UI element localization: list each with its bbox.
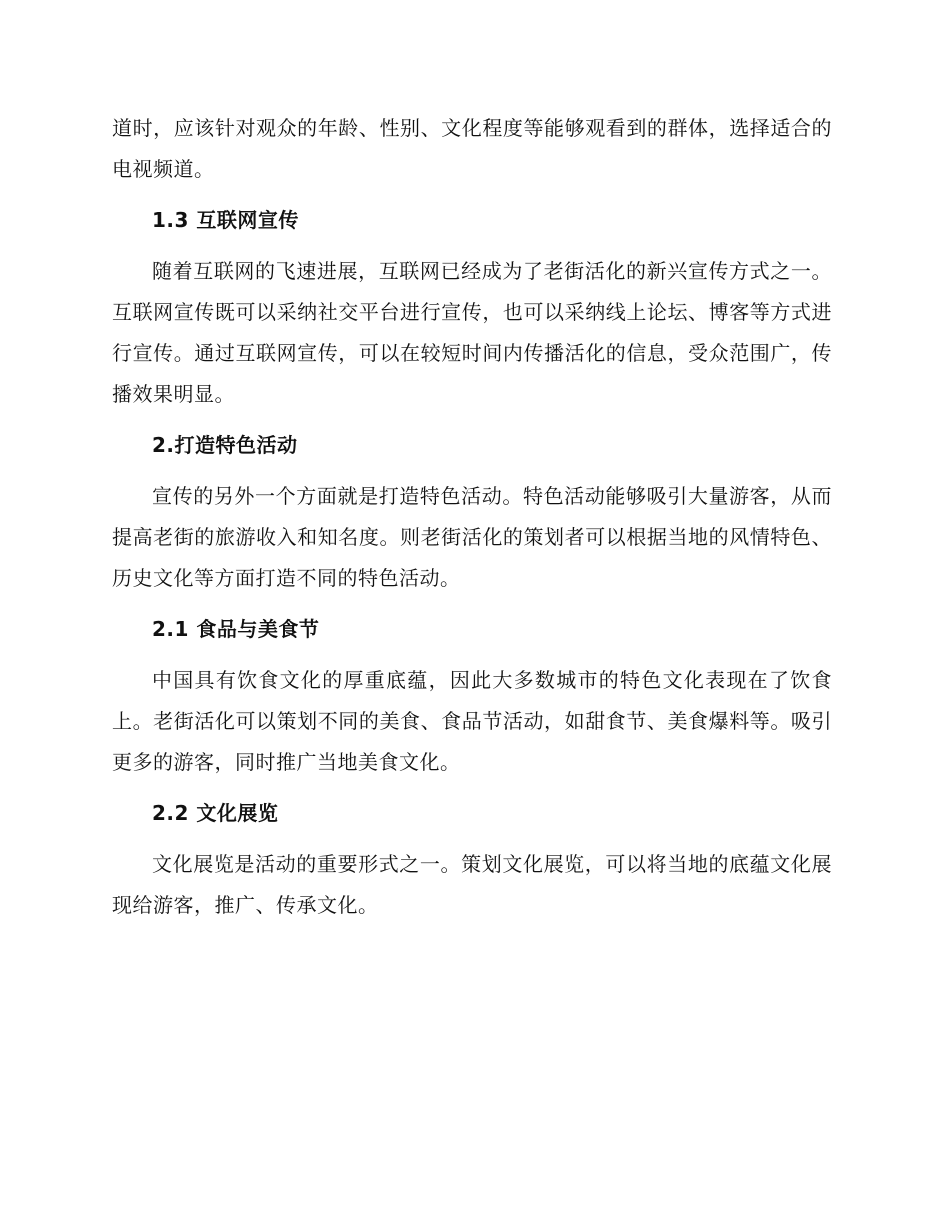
heading-food-festival: 2.1 食品与美食节 [152, 617, 320, 641]
paragraph-cultural-exhibition: 文化展览是活动的重要形式之一。策划文化展览，可以将当地的底蕴文化展现给游客，推广、传承文化。 [112, 852, 832, 917]
heading-internet-promotion: 1.3 互联网宣传 [152, 208, 299, 232]
heading-special-activities: 2.打造特色活动 [152, 433, 298, 457]
paragraph-food-festival: 中国具有饮食文化的厚重底蕴，因此大多数城市的特色文化表现在了饮食上。老街活化可以策划不同的美食、食品节活动，如甜食节、美食爆料等。吸引更多的游客，同时推广当地美食文化。 [112, 668, 832, 774]
paragraph-tv-channel-continued: 道时，应该针对观众的年龄、性别、文化程度等能够观看到的群体，选择适合的电视频道。 [112, 116, 832, 181]
paragraph-internet-promotion: 随着互联网的飞速进展，互联网已经成为了老街活化的新兴宣传方式之一。互联网宣传既可以采纳社交平台进行宣传，也可以采纳线上论坛、博客等方式进行宣传。通过互联网宣传，可以在较短时间内传播活化的信息，受众范围广，传播效果明显。 [112, 259, 832, 406]
document-body [112, 108, 832, 936]
paragraph-special-activities: 宣传的另外一个方面就是打造特色活动。特色活动能够吸引大量游客，从而提高老街的旅游收入和知名度。则老街活化的策划者可以根据当地的风情特色、历史文化等方面打造不同的特色活动。 [112, 484, 832, 590]
heading-cultural-exhibition: 2.2 文化展览 [152, 801, 279, 825]
